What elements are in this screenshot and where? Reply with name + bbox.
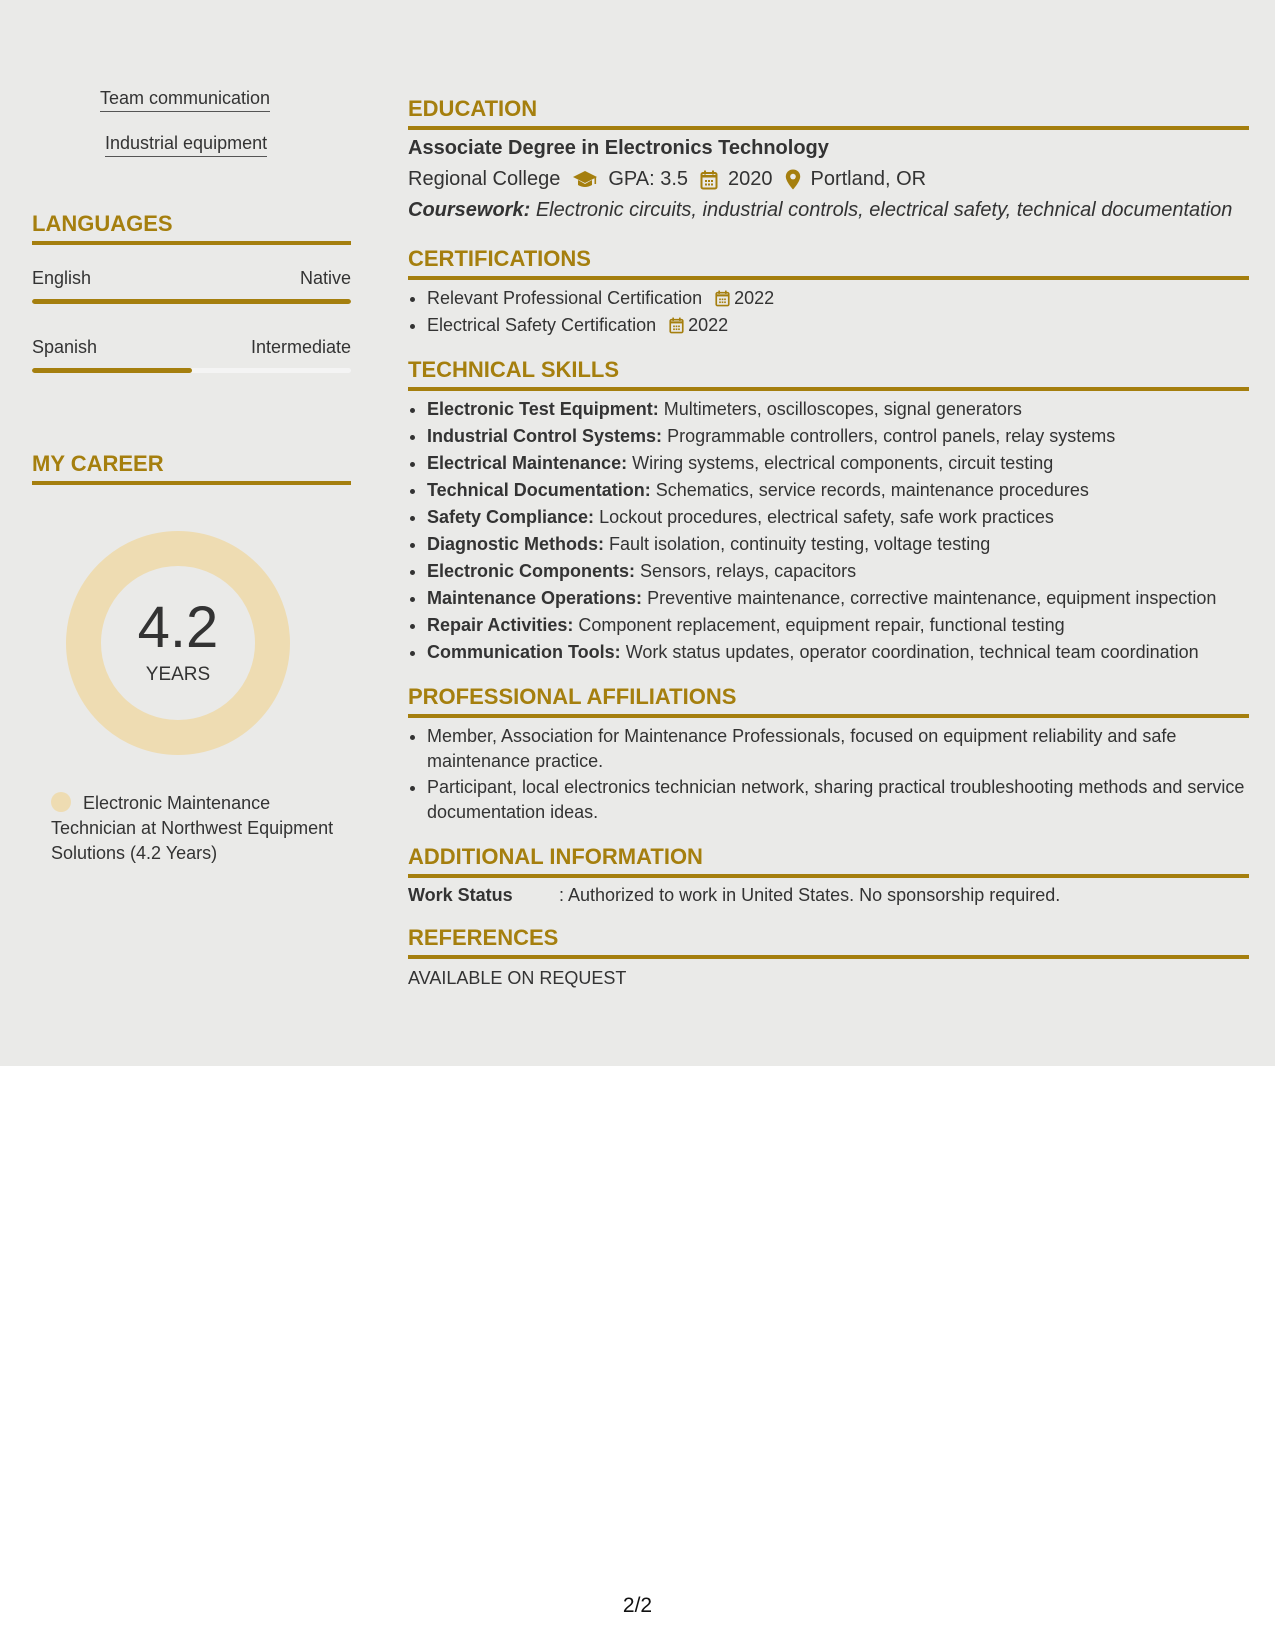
school-location: Portland, OR xyxy=(810,168,927,190)
graduation-cap-icon xyxy=(572,170,598,190)
skill-text: Lockout procedures, electrical safety, safe work practices xyxy=(599,507,1054,527)
list-item xyxy=(427,612,1249,639)
skill-label: Technical Documentation: xyxy=(427,480,651,500)
references-heading: REFERENCES xyxy=(408,925,1249,959)
graduation-year: 2020 xyxy=(728,168,773,190)
language-level: Intermediate xyxy=(250,337,351,357)
calendar-icon xyxy=(700,170,718,190)
list-item xyxy=(427,450,1249,477)
skill-text: Component replacement, equipment repair, functional testing xyxy=(578,615,1065,635)
certification-year: 2022 xyxy=(688,315,729,335)
coursework xyxy=(408,199,1232,222)
calendar-icon xyxy=(715,290,730,307)
certifications-list xyxy=(408,285,1249,339)
skill-label: Electrical Maintenance: xyxy=(427,453,628,473)
language-name: English xyxy=(32,268,92,288)
list-item xyxy=(427,423,1249,450)
skill-text: Fault isolation, continuity testing, voltage testing xyxy=(609,534,991,554)
page-number: 2/2 xyxy=(622,1594,653,1617)
skill-tag: Team communication xyxy=(100,88,270,112)
education-heading: EDUCATION xyxy=(408,96,1249,130)
gpa: GPA: 3.5 xyxy=(608,168,688,190)
skill-label: Communication Tools: xyxy=(427,642,621,662)
references-text: AVAILABLE ON REQUEST xyxy=(408,968,627,988)
career-years-unit: YEARS xyxy=(145,664,211,685)
work-status xyxy=(408,885,1060,906)
language-row xyxy=(32,268,351,289)
coursework-text: Electronic circuits, industrial controls, electrical safety, technical documentation xyxy=(535,199,1233,221)
list-item xyxy=(427,285,1249,312)
technical-skills-list xyxy=(408,396,1249,666)
list-item xyxy=(427,312,1249,339)
skill-tag: Industrial equipment xyxy=(105,133,267,157)
career-legend-item xyxy=(51,791,341,866)
certifications-heading: CERTIFICATIONS xyxy=(408,246,1249,280)
skill-text: Preventive maintenance, corrective maintenance, equipment inspection xyxy=(647,588,1217,608)
list-item xyxy=(427,639,1249,666)
list-item: • Member, Association for Maintenance Professionals, focused on equipment reliability and safe maintenance practice. xyxy=(427,724,1249,774)
language-progress-fill xyxy=(32,368,192,373)
skill-label: Industrial Control Systems: xyxy=(427,426,663,446)
work-status-label: Work Status xyxy=(408,885,513,905)
languages-heading: LANGUAGES xyxy=(32,211,351,245)
degree-title: Associate Degree in Electronics Technology xyxy=(408,137,829,159)
location-pin-icon xyxy=(785,169,801,190)
skill-label: Electronic Test Equipment: xyxy=(427,399,659,419)
career-years-value: 4.2 xyxy=(137,595,219,660)
language-progress-bar xyxy=(32,299,351,304)
legend-dot-icon xyxy=(51,792,71,812)
school-name: Regional College xyxy=(408,168,561,190)
calendar-icon xyxy=(669,317,684,334)
skill-label: Repair Activities: xyxy=(427,615,574,635)
list-item: • Participant, local electronics technician network, sharing practical troubleshooting methods and service documentation ideas. xyxy=(427,775,1249,825)
affiliations-heading: PROFESSIONAL AFFILIATIONS xyxy=(408,684,1249,718)
language-row xyxy=(32,337,351,358)
skill-text: Wiring systems, electrical components, circuit testing xyxy=(632,453,1054,473)
work-status-value: : Authorized to work in United States. No sponsorship required. xyxy=(559,885,1061,905)
career-legend-label: Electronic Maintenance Technician at Northwest Equipment Solutions (4.2 Years) xyxy=(51,793,334,863)
career-donut xyxy=(66,531,290,755)
list-item xyxy=(427,396,1249,423)
list-item xyxy=(427,558,1249,585)
skill-text: Work status updates, operator coordination, technical team coordination xyxy=(625,642,1199,662)
skill-text: Sensors, relays, capacitors xyxy=(640,561,857,581)
list-item xyxy=(427,504,1249,531)
skill-label: Safety Compliance: xyxy=(427,507,595,527)
skill-text: Schematics, service records, maintenance procedures xyxy=(655,480,1089,500)
language-level: Native xyxy=(299,268,351,288)
certification-year: 2022 xyxy=(734,288,775,308)
additional-info-heading: ADDITIONAL INFORMATION xyxy=(408,844,1249,878)
certification-name: • Electrical Safety Certification xyxy=(427,315,657,335)
language-progress-fill xyxy=(32,299,351,304)
list-item xyxy=(427,477,1249,504)
skill-label: Electronic Components: xyxy=(427,561,636,581)
skill-label: Maintenance Operations: xyxy=(427,588,643,608)
language-progress-bar xyxy=(32,368,351,373)
affiliations-list xyxy=(408,724,1249,826)
certification-name: • Relevant Professional Certification xyxy=(427,288,703,308)
skill-text: Multimeters, oscilloscopes, signal generators xyxy=(663,399,1022,419)
list-item xyxy=(427,585,1249,612)
career-heading: MY CAREER xyxy=(32,451,351,485)
skill-text: Programmable controllers, control panels, relay systems xyxy=(667,426,1116,446)
coursework-label: Coursework: xyxy=(408,199,531,221)
skill-label: Diagnostic Methods: xyxy=(427,534,605,554)
education-meta xyxy=(408,168,926,191)
technical-skills-heading: TECHNICAL SKILLS xyxy=(408,357,1249,391)
list-item xyxy=(427,531,1249,558)
language-name: Spanish xyxy=(32,337,98,357)
